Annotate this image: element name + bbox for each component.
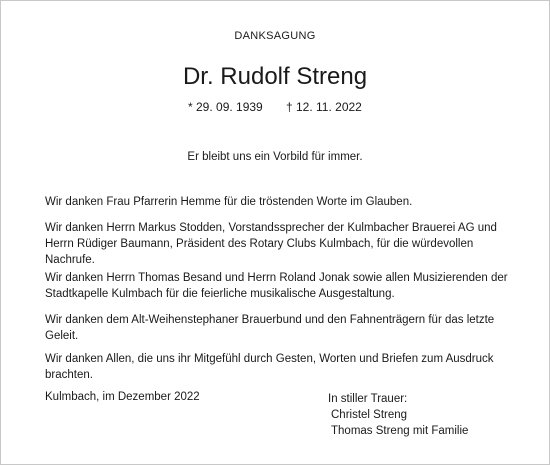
mourner-name: Christel Streng	[331, 409, 408, 421]
thanks-paragraph-eulogies: Wir danken Herrn Markus Stodden, Vorstandssprecher der Kulmbacher Brauerei AG und Herrn Rüdiger Baumann, Präsident des Rotary Clubs Kulmbach, für die würdevollen Nachrufe.	[45, 222, 497, 266]
thanks-paragraph-pastor: Wir danken Frau Pfarrerin Hemme für die tröstenden Worte im Glauben.	[45, 196, 413, 208]
thanks-paragraph-music: Wir danken Herrn Thomas Besand und Herrn Roland Jonak sowie allen Musizierenden der Stadtkapelle Kulmbach für die feierliche musikalische Ausgestaltung.	[45, 272, 508, 300]
motto-text: Er bleibt uns ein Vorbild für immer.	[187, 151, 363, 163]
mourner-name: Thomas Streng mit Familie	[331, 425, 469, 437]
thanks-paragraph-all: Wir danken Allen, die uns ihr Mitgefühl durch Gesten, Worten und Briefen zum Ausdruck brachten.	[45, 353, 494, 381]
mourners-block	[328, 391, 469, 439]
birth-date: * 29. 09. 1939	[188, 100, 263, 114]
death-date: † 12. 11. 2022	[286, 100, 362, 114]
notice-header: DANKSAGUNG	[234, 30, 316, 42]
mourners-intro: In stiller Trauer:	[328, 393, 408, 405]
place-and-date: Kulmbach, im Dezember 2022	[45, 391, 200, 403]
thanks-paragraph-brewers: Wir danken dem Alt-Weihenstephaner Brauerbund und den Fahnenträgern für das letzte Geleit.	[45, 314, 495, 342]
deceased-name: Dr. Rudolf Streng	[182, 63, 368, 90]
